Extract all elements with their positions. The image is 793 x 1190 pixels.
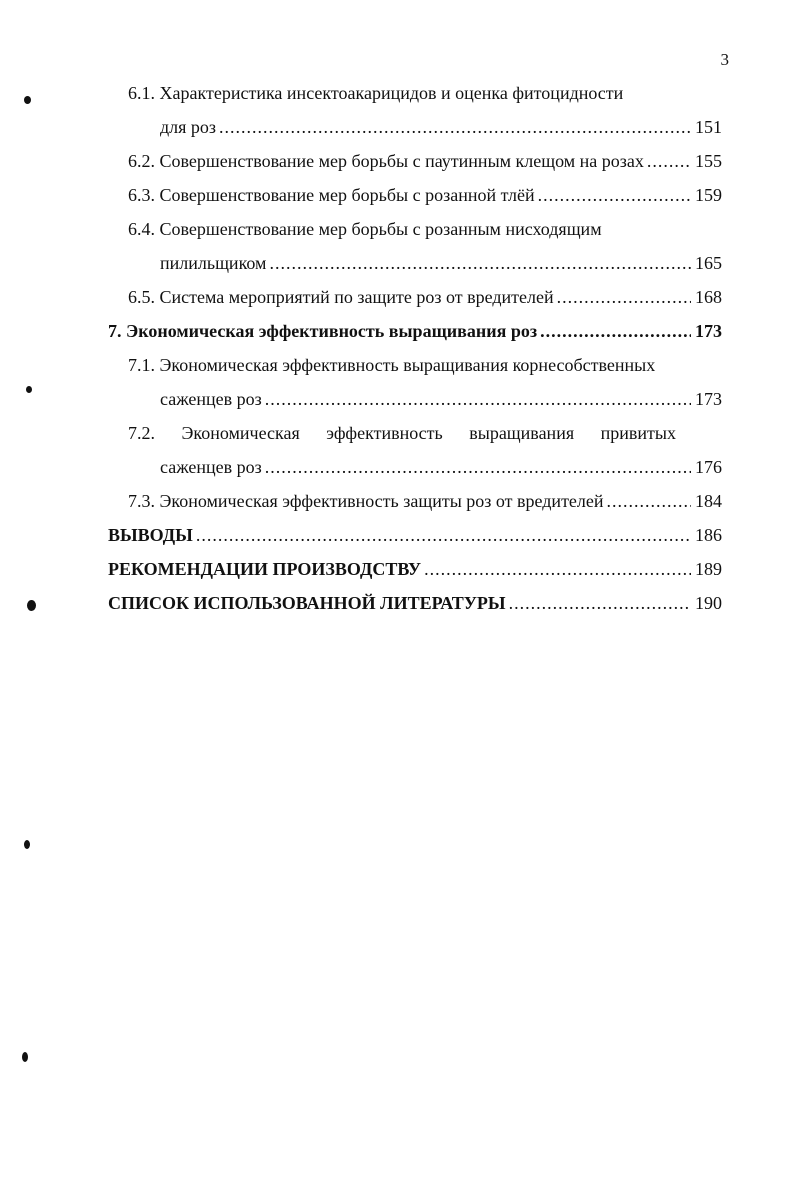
scan-dot	[27, 600, 36, 611]
toc-entry-title-cont: саженцев роз	[160, 457, 262, 477]
leader-dots	[647, 144, 691, 178]
toc-page-number: 190	[695, 593, 722, 613]
toc-entry-references[interactable]	[108, 586, 722, 620]
toc-entry-title: РЕКОМЕНДАЦИИ ПРОИЗВОДСТВУ	[108, 559, 422, 579]
toc-entry-7-1[interactable]	[108, 348, 722, 416]
toc-entry-title: 7.1. Экономическая эффективность выращивания корнесобственных	[128, 355, 656, 375]
toc-entry-title: 7. Экономическая эффективность выращивания роз	[108, 321, 538, 341]
toc-entry-6-3[interactable]	[108, 178, 722, 212]
toc-entry-7-2[interactable]	[108, 416, 722, 484]
scan-dot	[24, 96, 31, 104]
toc-entry-6-2[interactable]	[108, 144, 722, 178]
toc-entry-6-4[interactable]	[108, 212, 722, 280]
leader-dots	[607, 484, 691, 518]
toc-page-number: 155	[695, 151, 722, 171]
leader-dots	[538, 178, 691, 212]
toc-entry-6-5[interactable]	[108, 280, 722, 314]
toc-page-number: 176	[695, 457, 722, 477]
leader-dots	[269, 246, 691, 280]
toc-entry-title-cont: саженцев роз	[160, 389, 262, 409]
leader-dots	[540, 314, 691, 348]
toc-entry-7[interactable]	[108, 314, 722, 348]
toc-page-number: 165	[695, 253, 722, 273]
leader-dots	[196, 518, 691, 552]
toc-entry-title: 6.3. Совершенствование мер борьбы с розанной тлёй	[128, 185, 535, 205]
toc-page-number: 189	[695, 559, 722, 579]
toc-entry-title-cont: для роз	[160, 117, 217, 137]
scan-dot	[26, 386, 32, 393]
leader-dots	[265, 382, 691, 416]
toc-entry-title: 6.4. Совершенствование мер борьбы с розанным нисходящим	[128, 219, 602, 239]
leader-dots	[219, 110, 691, 144]
leader-dots	[557, 280, 691, 314]
toc-entry-title: ВЫВОДЫ	[108, 525, 193, 545]
toc-page-number: 173	[695, 321, 722, 341]
toc-page-number: 173	[695, 389, 722, 409]
toc-entry-title-cont: пилильщиком	[160, 253, 267, 273]
toc-entry-title: СПИСОК ИСПОЛЬЗОВАННОЙ ЛИТЕРАТУРЫ	[108, 593, 506, 613]
toc-entry-title: 6.5. Система мероприятий по защите роз от вредителей	[128, 287, 554, 307]
scan-dot	[24, 840, 30, 849]
leader-dots	[424, 552, 691, 586]
leader-dots	[509, 586, 691, 620]
toc-entry-recommendations[interactable]	[108, 552, 722, 586]
toc-page-number: 184	[695, 491, 722, 511]
toc-page-number: 159	[695, 185, 722, 205]
toc-entry-title: 7.3. Экономическая эффективность защиты роз от вредителей	[128, 491, 604, 511]
toc-page-number: 168	[695, 287, 722, 307]
toc-page-number: 186	[695, 525, 722, 545]
page-number: 3	[720, 50, 729, 69]
toc-entry-title: 6.2. Совершенствование мер борьбы с паутинным клещом на розах	[128, 151, 644, 171]
leader-dots	[265, 450, 691, 484]
toc-entry-6-1[interactable]	[108, 76, 722, 144]
toc-entry-title: 6.1. Характеристика инсектоакарицидов и оценка фитоцидности	[128, 83, 624, 103]
toc-entry-conclusions[interactable]	[108, 518, 722, 552]
toc-page-number: 151	[695, 117, 722, 137]
table-of-contents	[108, 76, 722, 620]
toc-entry-7-3[interactable]	[108, 484, 722, 518]
scan-dot	[22, 1052, 28, 1062]
toc-entry-title: 7.2. Экономическая эффективность выращивания привитых	[128, 423, 676, 443]
